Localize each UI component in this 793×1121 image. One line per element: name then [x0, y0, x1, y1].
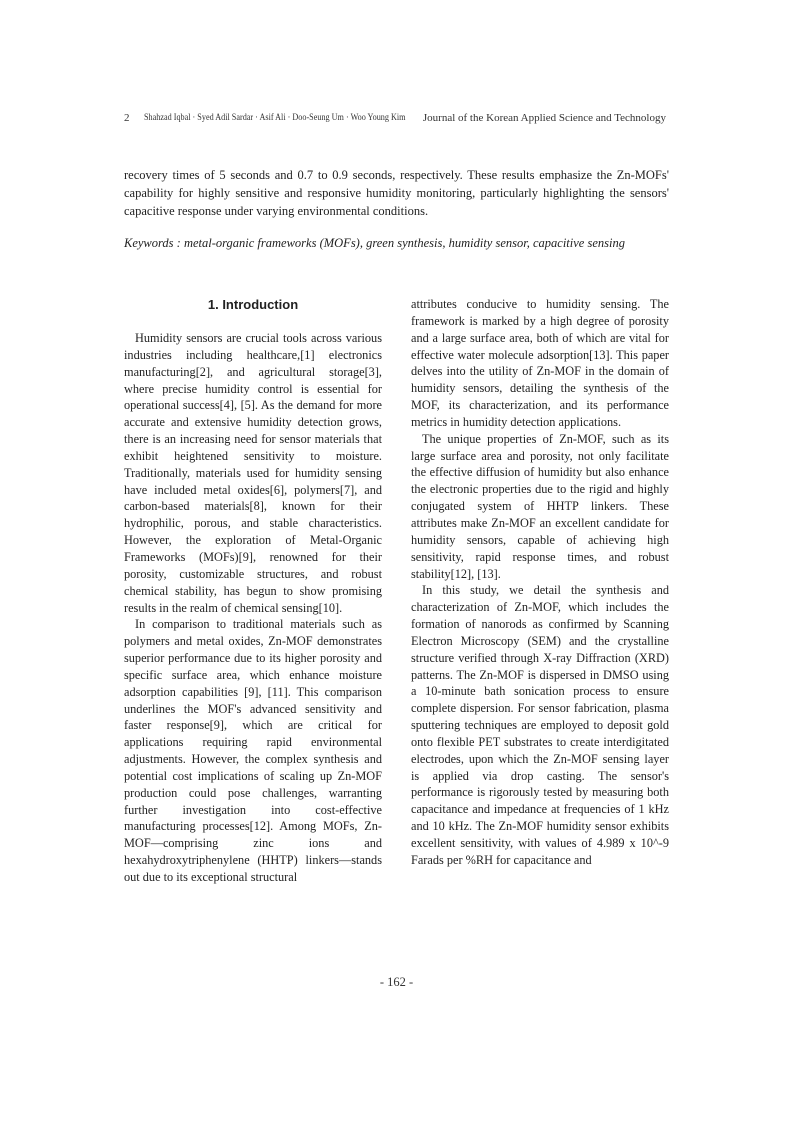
body-paragraph: attributes conducive to humidity sensing. The framework is marked by a high degree of porosity and a large surface area, both of which are vital for effective water molecule adsorption[13]. This paper delves into the utility of Zn-MOF in the domain of humidity sensors, detailing the synthesis of the MOF, its characterization, and its performance metrics in humidity detection applications.: [411, 297, 669, 429]
header-page-number: 2: [124, 112, 130, 124]
abstract-tail: recovery times of 5 seconds and 0.7 to 0.9 seconds, respectively. These results emphasize the Zn-MOFs' capability for highly sensitive and responsive humidity monitoring, particularly highlighting the sensors' capacitive response under varying environmental conditions.: [124, 168, 669, 218]
body-paragraph: Humidity sensors are crucial tools across various industries including healthcare,[1] electronics manufacturing[2], and agricultural storage[3], where precise humidity control is essential for operational success[4], [5]. As the demand for more accurate and extensive humidity detection grows, there is an increasing need for sensor materials that exhibit heightened sensitivity to moisture. Traditionally, materials used for humidity sensing have included metal oxides[6], polymers[7], and carbon-based materials[8], known for their hydrophilic, porous, and stable characteristics. However, the exploration of Metal-Organic Frameworks (MOFs)[9], renowned for their porosity, customizable structures, and robust chemical stability, has begun to show promising results in the realm of chemical sensing[10].: [124, 331, 382, 615]
page-footer-number: - 162 -: [379, 975, 414, 989]
body-paragraph: The unique properties of Zn-MOF, such as its large surface area and porosity, not only facilitate the effective diffusion of humidity but also enhance the electronic properties due to the rigid and highly conjugated system of HHTP linkers. These attributes make Zn-MOF an excellent candidate for humidity sensors, capable of achieving high sensitivity, rapid response times, and robust stability[12], [13].: [411, 431, 669, 581]
right-column: [411, 296, 669, 869]
running-header: [124, 112, 669, 128]
left-column: [124, 297, 382, 886]
header-journal-title: Journal of the Korean Applied Science and Technology: [422, 112, 666, 124]
header-authors: Shahzad Iqbal · Syed Adil Sardar · Asif Ali · Doo-Seung Um · Woo Young Kim: [144, 113, 406, 123]
body-paragraph: In comparison to traditional materials such as polymers and metal oxides, Zn-MOF demonstrates superior performance due to its higher porosity and specific surface area, which enhance moisture adsorption capabilities [9], [11]. This comparison underlines the MOF's advanced sensitivity and faster response[9], which are critical for applications requiring rapid environmental adjustments. However, the complex synthesis and potential cost implications of scaling up Zn-MOF production could pose challenges, warranting further investigation into cost-effective manufacturing processes[12]. Among MOFs, Zn-MOF—comprising zinc ions and hexahydroxytriphenylene (HHTP) linkers—stands out due to its exceptional structural: [124, 617, 382, 884]
body-paragraph: In this study, we detail the synthesis and characterization of Zn-MOF, which includes the formation of nanorods as confirmed by Scanning Electron Microscopy (SEM) and the crystalline structure verified through X-ray Diffraction (XRD) patterns. The Zn-MOF is dispersed in DMSO using a 10-minute bath sonication process to ensure complete dispersion. For sensor fabrication, plasma sputtering techniques are employed to deposit gold onto flexible PET substrates to create interdigitated electrodes, upon which the Zn-MOF sensing layer is applied via drop casting. The sensor's performance is rigorously tested by measuring both capacitance and impedance at frequencies of 1 kHz and 10 kHz. The Zn-MOF humidity sensor exhibits excellent sensitivity, with values of 4.989 x 10^-9 Farads per %RH for capacitance and: [411, 583, 669, 867]
keywords-line: Keywords : metal-organic frameworks (MOFs), green synthesis, humidity sensor, capacitive sensing: [124, 236, 625, 250]
section-title: 1. Introduction: [207, 297, 299, 312]
